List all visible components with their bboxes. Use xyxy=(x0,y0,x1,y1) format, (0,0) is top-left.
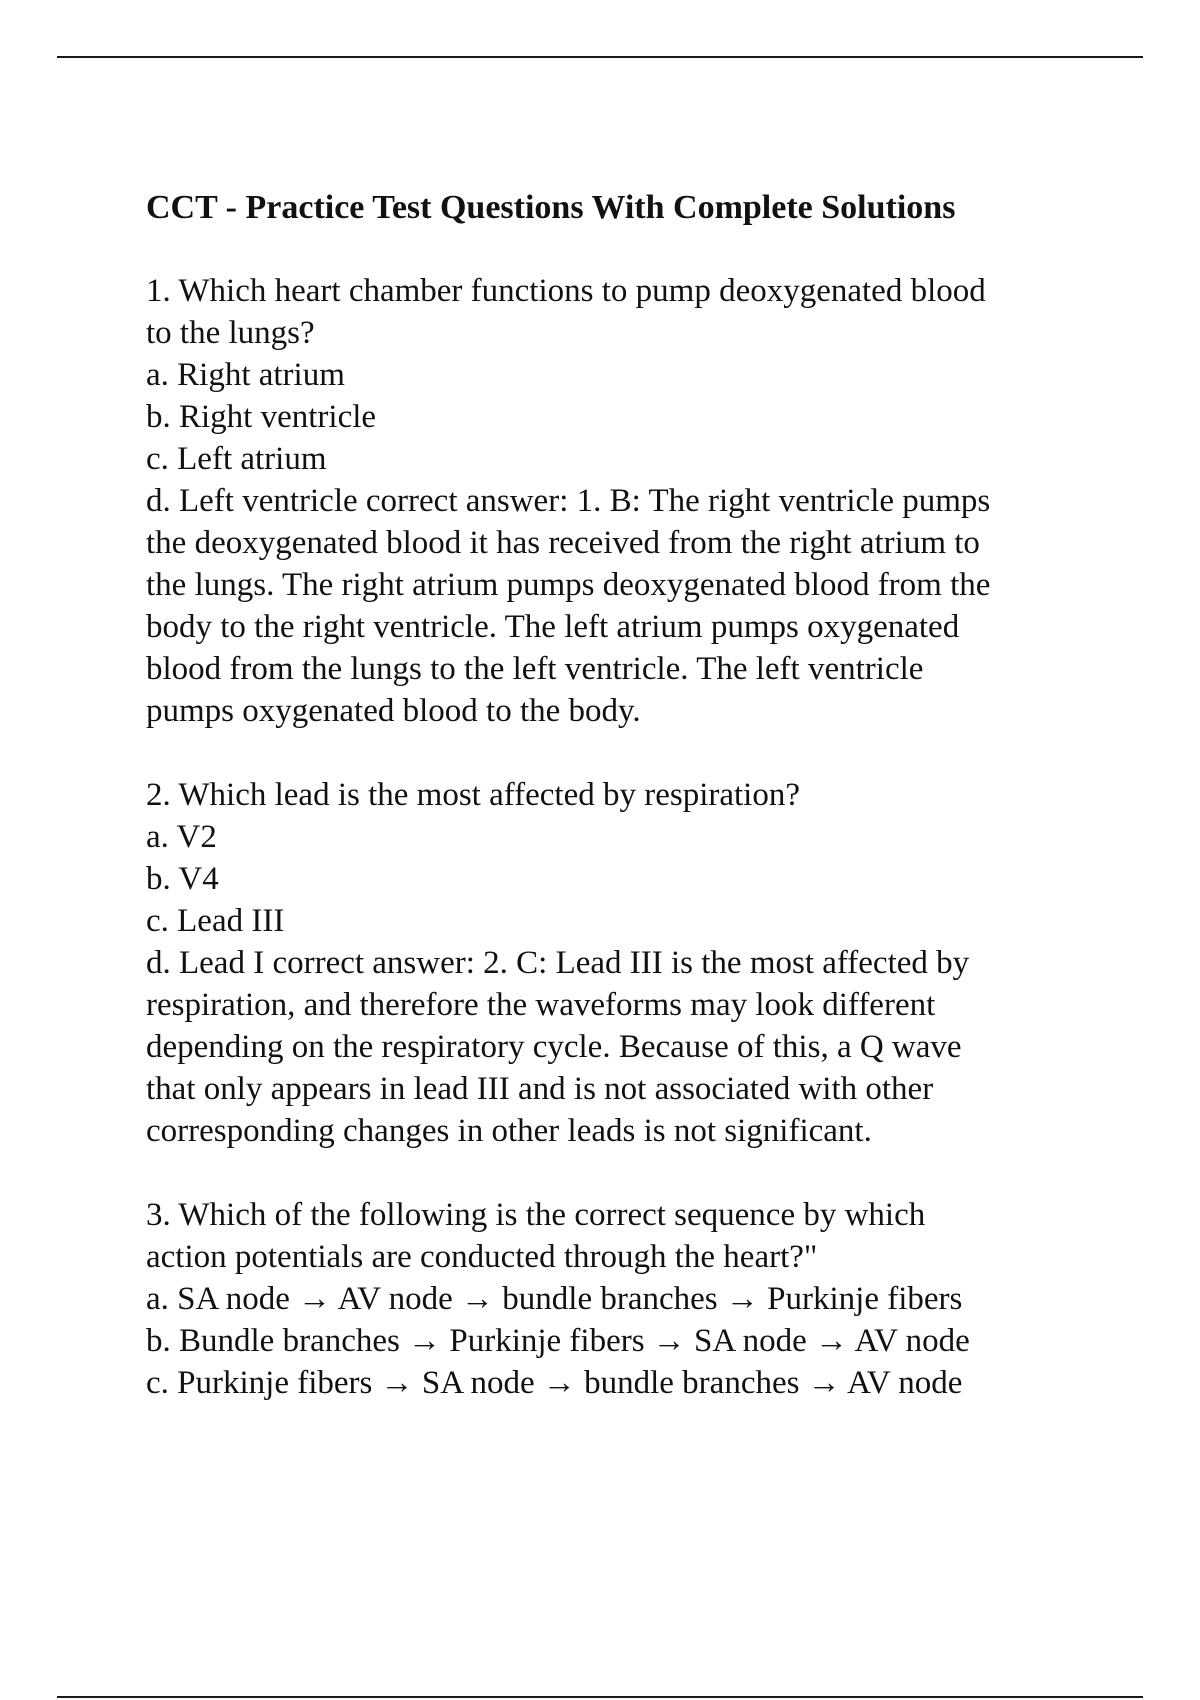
question-3-option-a: a. SA node → AV node → bundle branches → Purkinje fibers xyxy=(146,1281,963,1317)
question-1-explanation-line: pumps oxygenated blood to the body. xyxy=(146,693,641,729)
question-2-option-b: b. V4 xyxy=(146,861,219,897)
question-3-option-c: c. Purkinje fibers → SA node → bundle branches → AV node xyxy=(146,1365,963,1401)
document-body xyxy=(146,186,1096,1446)
question-1-explanation-line: the deoxygenated blood it has received from the right atrium to xyxy=(146,525,980,561)
question-1-line: to the lungs? xyxy=(146,315,315,351)
question-3-option-b: b. Bundle branches → Purkinje fibers → SA node → AV node xyxy=(146,1323,970,1359)
header-rule xyxy=(57,56,1143,58)
question-3 xyxy=(146,1194,1096,1404)
question-1-option-d-answer: d. Left ventricle correct answer: 1. B: The right ventricle pumps xyxy=(146,483,991,519)
question-1-option-a: a. Right atrium xyxy=(146,357,345,393)
question-1-explanation-line: blood from the lungs to the left ventricle. The left ventricle xyxy=(146,651,924,687)
question-3-line: action potentials are conducted through the heart?" xyxy=(146,1239,818,1275)
footer-rule xyxy=(57,1696,1143,1698)
question-1-option-b: b. Right ventricle xyxy=(146,399,377,435)
question-2-option-d-answer: d. Lead I correct answer: 2. C: Lead III is the most affected by xyxy=(146,945,970,981)
question-2 xyxy=(146,774,1096,1152)
question-2-option-c: c. Lead III xyxy=(146,903,285,939)
question-2-option-a: a. V2 xyxy=(146,819,217,855)
question-3-line: 3. Which of the following is the correct sequence by which xyxy=(146,1197,926,1233)
question-1-explanation-line: the lungs. The right atrium pumps deoxygenated blood from the xyxy=(146,567,991,603)
question-2-explanation-line: that only appears in lead III and is not associated with other xyxy=(146,1071,934,1107)
question-2-explanation-line: depending on the respiratory cycle. Because of this, a Q wave xyxy=(146,1029,962,1065)
question-1-line: 1. Which heart chamber functions to pump deoxygenated blood xyxy=(146,273,986,309)
document-title: CCT - Practice Test Questions With Complete Solutions xyxy=(146,189,956,226)
question-1-option-c: c. Left atrium xyxy=(146,441,327,477)
question-1 xyxy=(146,270,1096,732)
question-2-line: 2. Which lead is the most affected by respiration? xyxy=(146,777,800,813)
question-2-explanation-line: corresponding changes in other leads is not significant. xyxy=(146,1113,872,1149)
question-1-explanation-line: body to the right ventricle. The left atrium pumps oxygenated xyxy=(146,609,960,645)
question-2-explanation-line: respiration, and therefore the waveforms may look different xyxy=(146,987,936,1023)
